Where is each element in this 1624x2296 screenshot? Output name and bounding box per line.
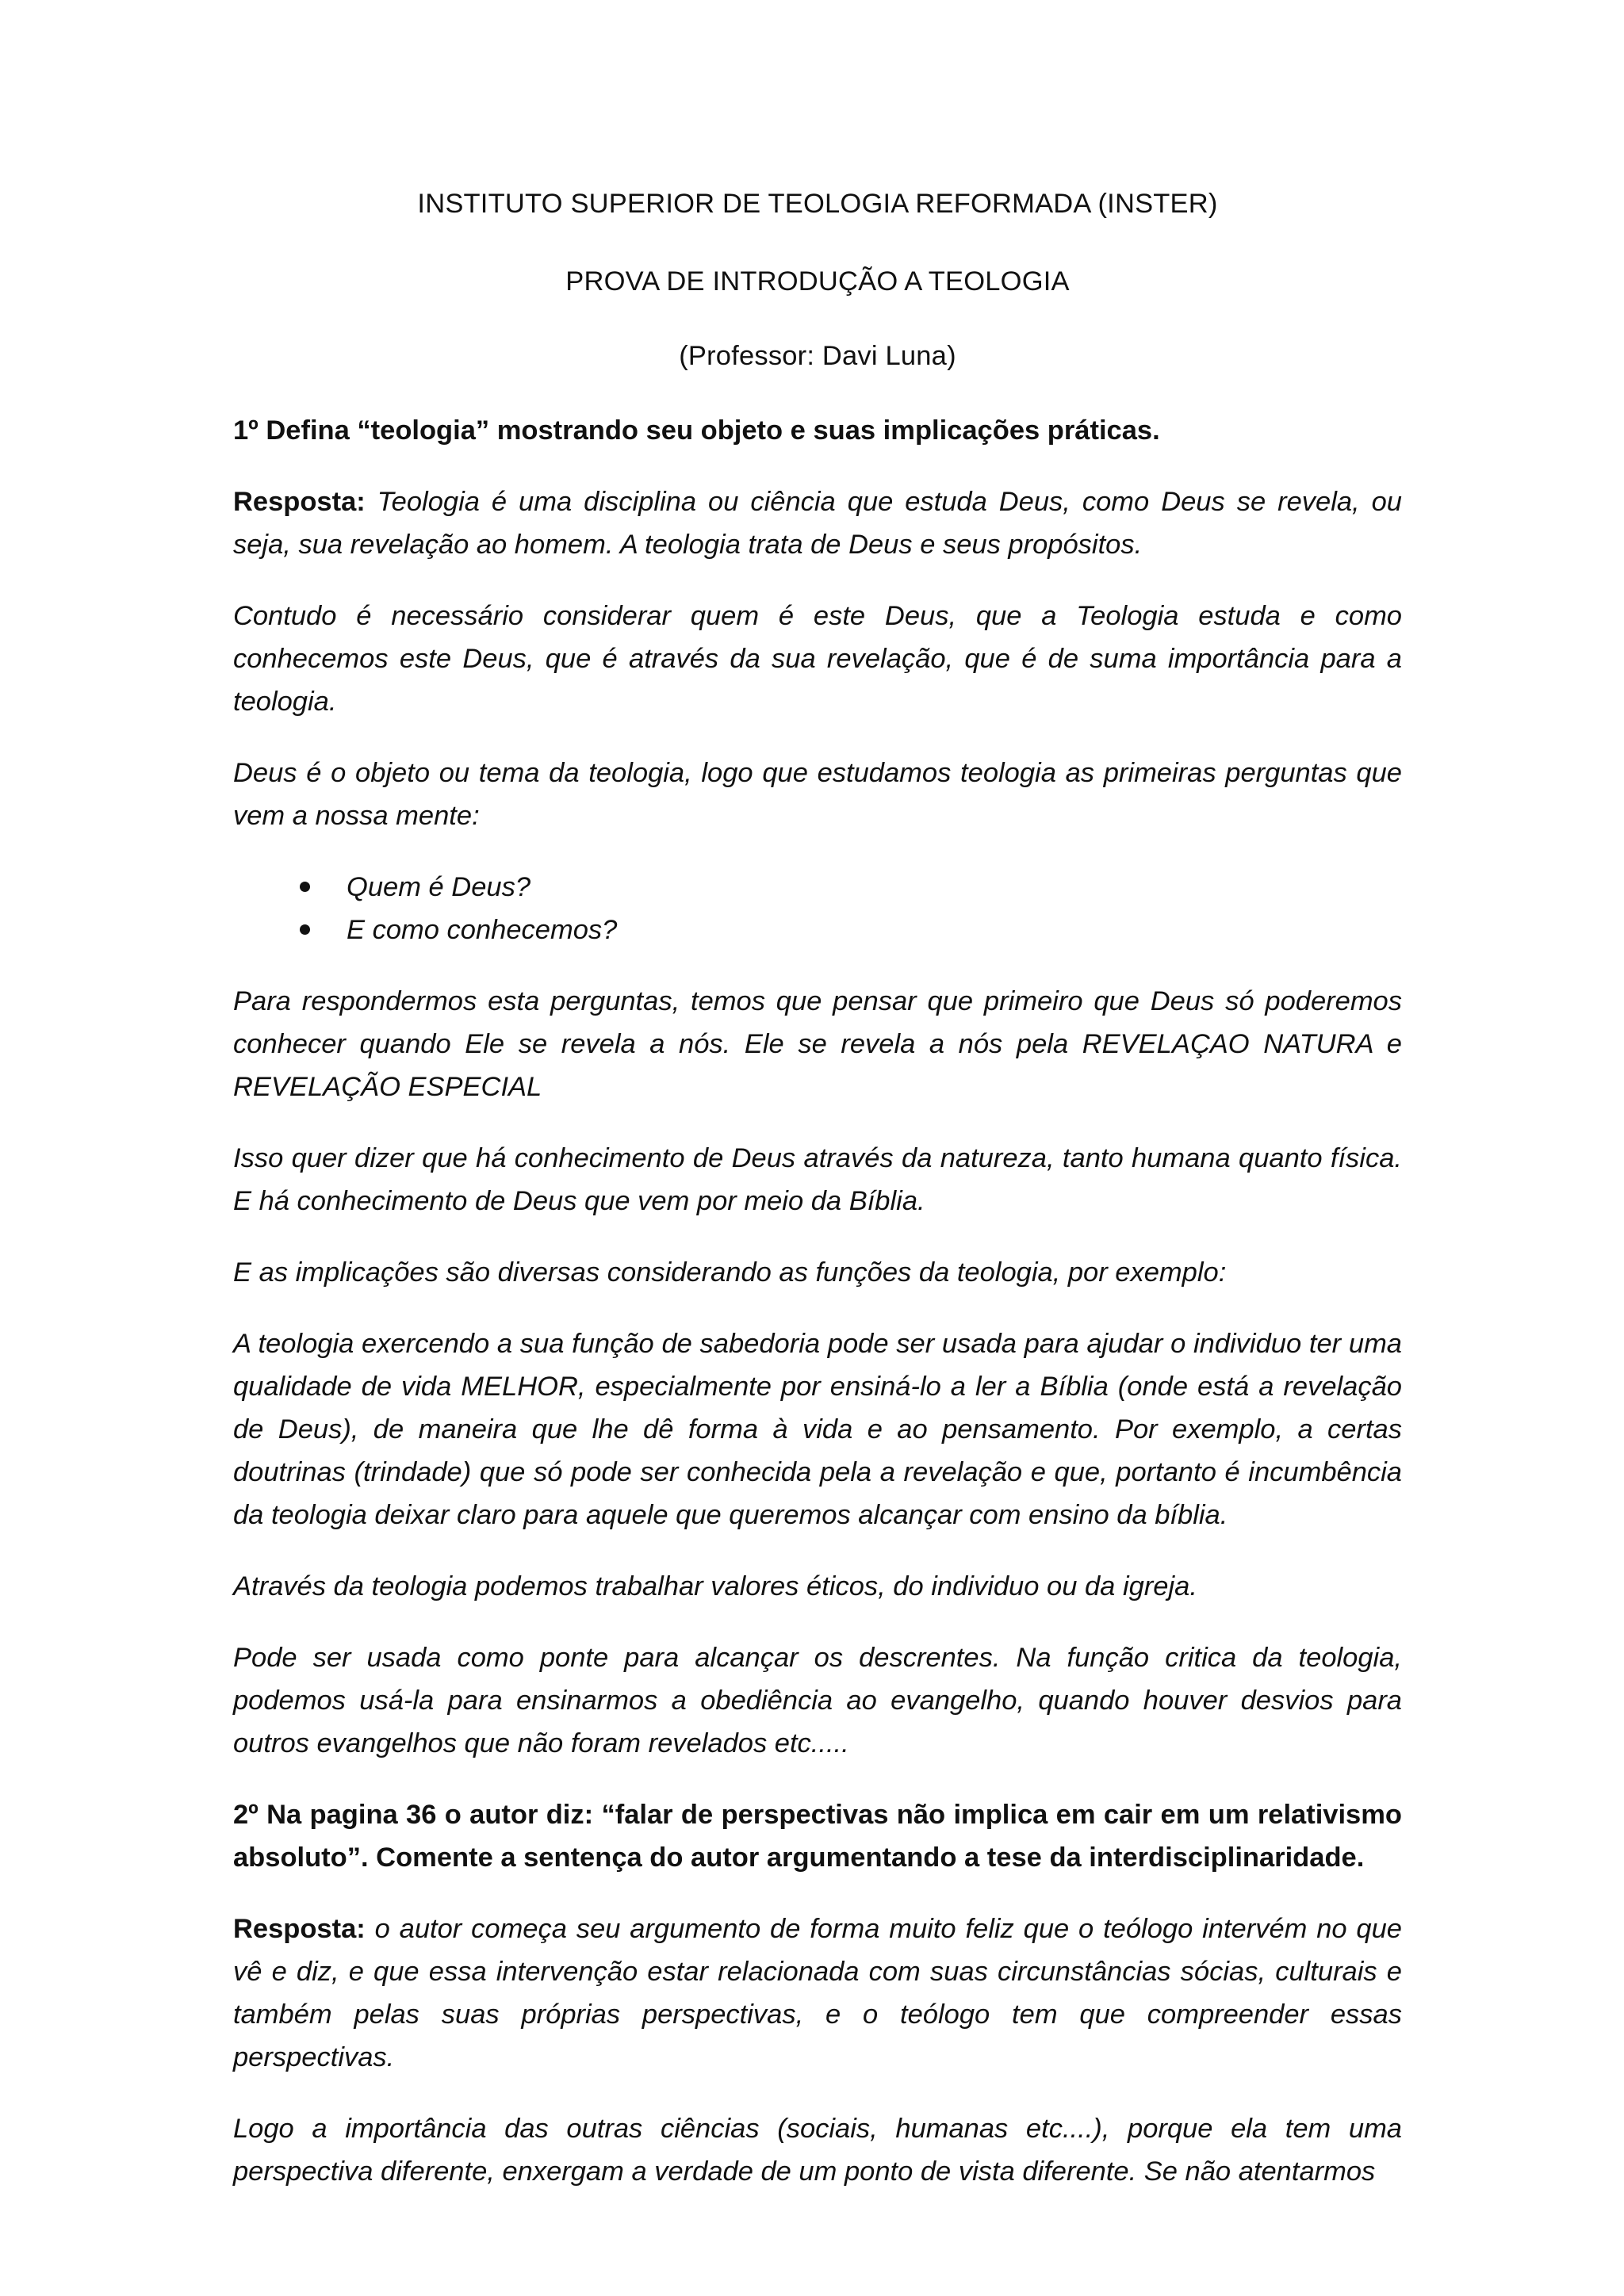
document-page	[233, 182, 1402, 2221]
q1-answer-paragraph	[233, 480, 1402, 566]
list-item: E como conhecemos?	[233, 909, 1402, 951]
bullet-icon	[300, 882, 310, 892]
q1-paragraph-8: Através da teologia podemos trabalhar valores éticos, do individuo ou da igreja.	[233, 1571, 1197, 1601]
q1-paragraph-5: Isso quer dizer que há conhecimento de Deus através da natureza, tanto humana quanto física. E há conhecimento de Deus que vem por meio da Bíblia.	[233, 1143, 1402, 1216]
q1-paragraph-4: Para respondermos esta perguntas, temos que pensar que primeiro que Deus só poderemos conhecer quando Ele se revela a nós. Ele se revela a nós pela REVELAÇAO NATURA e REVELAÇÃO ESPECIAL	[233, 986, 1402, 1102]
q1-answer-text: Teologia é uma disciplina ou ciência que estuda Deus, como Deus se revela, ou seja, sua revelação ao homem. A teologia trata de Deus e seus propósitos.	[233, 487, 1402, 560]
answer-label: Resposta:	[233, 487, 366, 517]
question-2: 2º Na pagina 36 o autor diz: “falar de perspectivas não implica em cair em um relativismo absoluto”. Comente a sentença do autor argumentando a tese da interdisciplinaridade.	[233, 1800, 1402, 1873]
question-1: 1º Defina “teologia” mostrando seu objeto e suas implicações práticas.	[233, 415, 1160, 446]
q1-paragraph-6: E as implicações são diversas considerando as funções da teologia, por exemplo:	[233, 1257, 1227, 1288]
exam-title: PROVA DE INTRODUÇÃO A TEOLOGIA	[565, 266, 1070, 297]
q1-paragraph-7: A teologia exercendo a sua função de sabedoria pode ser usada para ajudar o individuo ter uma qualidade de vida MELHOR, especialmente por ensiná-lo a ler a Bíblia (onde está a revelação de Deus), de maneira que lhe dê forma à vida e ao pensamento. Por exemplo, a certas doutrinas (trindade) que só pode ser conhecida pela a revelação e que, portanto é incumbência da teologia deixar claro para aquele que queremos alcançar com ensino da bíblia.	[233, 1329, 1402, 1530]
answer-label: Resposta:	[233, 1914, 366, 1944]
q2-answer-paragraph	[233, 1908, 1402, 2079]
q2-paragraph-2: Logo a importância das outras ciências (sociais, humanas etc....), porque ela tem uma perspectiva diferente, enxergam a verdade de um ponto de vista diferente. Se não atentarmos	[233, 2114, 1402, 2187]
q2-answer-text: o autor começa seu argumento de forma muito feliz que o teólogo intervém no que vê e diz, e que essa intervenção estar relacionada com suas circunstâncias sócias, culturais e também pelas suas próprias perspectivas, e o teólogo tem que compreender essas perspectivas.	[233, 1914, 1402, 2072]
bullet-icon	[300, 924, 310, 935]
q1-paragraph-3: Deus é o objeto ou tema da teologia, logo que estudamos teologia as primeiras perguntas que vem a nossa mente:	[233, 758, 1402, 831]
q1-paragraph-9: Pode ser usada como ponte para alcançar os descrentes. Na função critica da teologia, podemos usá-la para ensinarmos a obediência ao evangelho, quando houver desvios para outros evangelhos que não foram revelados etc.....	[233, 1643, 1402, 1758]
institution-heading: INSTITUTO SUPERIOR DE TEOLOGIA REFORMADA (INSTER)	[417, 189, 1218, 219]
q1-paragraph-2: Contudo é necessário considerar quem é este Deus, que a Teologia estuda e como conhecemos este Deus, que é através da sua revelação, que é de suma importância para a teologia.	[233, 601, 1402, 717]
question-bullet-list	[233, 866, 1402, 951]
professor-line: (Professor: Davi Luna)	[679, 341, 956, 371]
list-item: Quem é Deus?	[233, 866, 1402, 909]
